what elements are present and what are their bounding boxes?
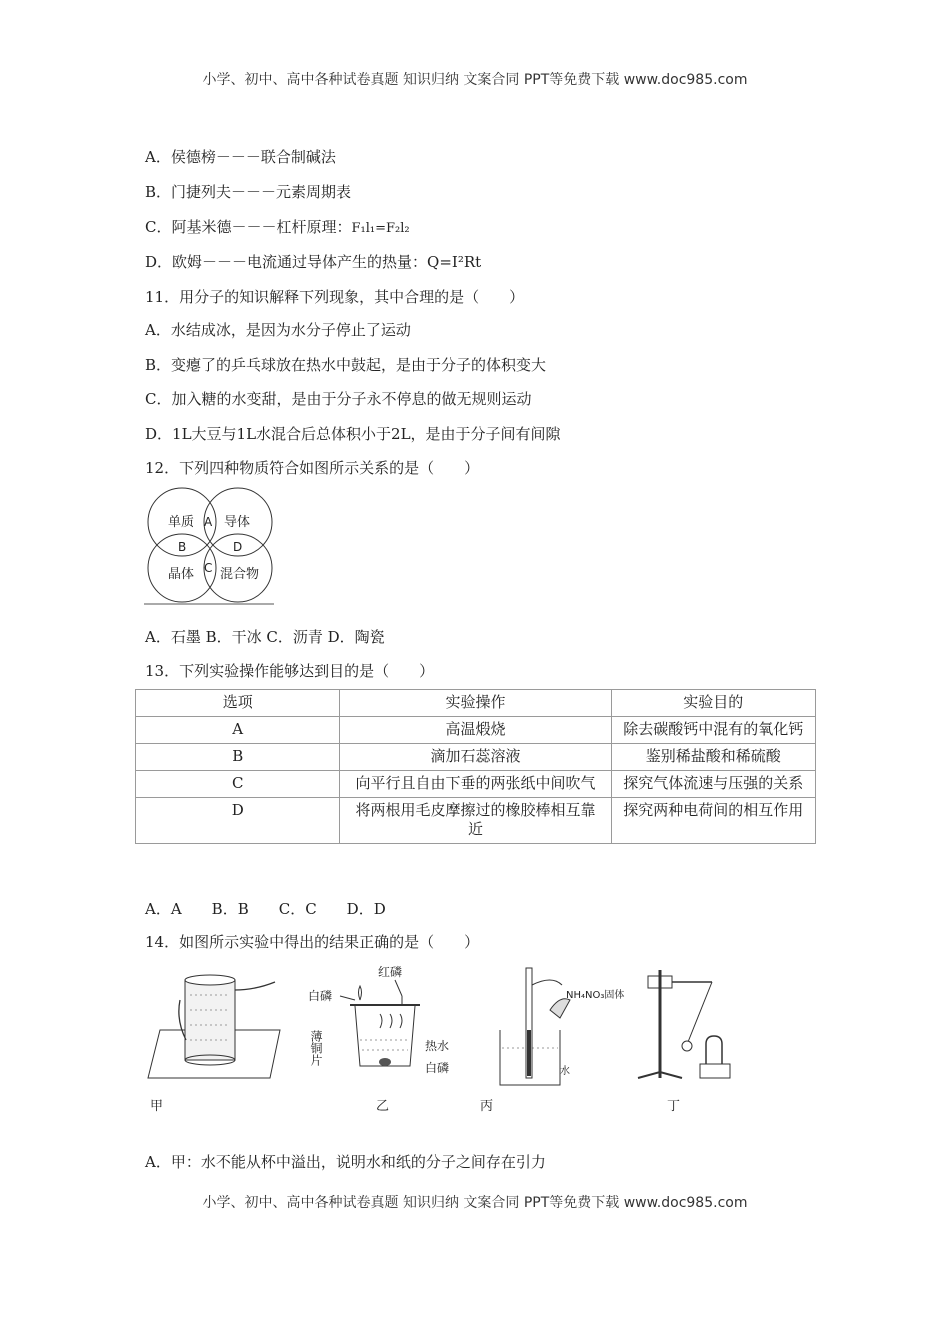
venn-label-crystal: 晶体 xyxy=(168,567,195,582)
fig-label-white-p: 白磷 xyxy=(308,989,333,1003)
q10-option-c-text: C．阿基米德－－－杠杆原理： xyxy=(145,218,352,236)
experiment-table xyxy=(135,689,816,844)
table-row xyxy=(136,744,816,771)
fig-label-water: 水 xyxy=(560,1066,570,1077)
q11-option-b: B．变瘪了的乒乓球放在热水中鼓起，是由于分子的体积变大 xyxy=(145,356,547,374)
q13-stem: 13．下列实验操作能够达到目的是（ ） xyxy=(145,662,435,680)
fig-label-yi: 乙 xyxy=(376,1099,390,1114)
q14-figure xyxy=(140,960,750,1115)
table-cell: 探究两种电荷间的相互作用 xyxy=(611,798,815,844)
venn-label-conductor: 导体 xyxy=(224,515,251,530)
q14-stem: 14．如图所示实验中得出的结果正确的是（ ） xyxy=(145,933,480,951)
table-cell: 向平行且自由下垂的两张纸中间吹气 xyxy=(340,771,611,798)
table-row xyxy=(136,771,816,798)
venn-label-single: 单质 xyxy=(168,515,195,530)
table-cell: 将两根用毛皮摩擦过的橡胶棒相互靠近 xyxy=(340,798,611,844)
page-header: 小学、初中、高中各种试卷真题 知识归纳 文案合同 PPT等免费下载 www.doc985.com xyxy=(202,72,748,88)
q14-option-a: A．甲：水不能从杯中溢出，说明水和纸的分子之间存在引力 xyxy=(145,1153,546,1171)
table-header-cell: 实验目的 xyxy=(611,690,815,717)
venn-region-b: B xyxy=(178,540,187,554)
page-footer: 小学、初中、高中各种试卷真题 知识归纳 文案合同 PPT等免费下载 www.doc985.com xyxy=(202,1195,748,1211)
table-header-cell: 选项 xyxy=(136,690,340,717)
q10-option-d-formula: Q=I²Rt xyxy=(427,253,482,271)
fig-label-white-p2: 白磷 xyxy=(425,1061,450,1075)
fig-label-nh4no3: NH₄NO₃固体 xyxy=(566,990,625,1001)
table-cell: 滴加石蕊溶液 xyxy=(340,744,611,771)
q10-option-d-text: D．欧姆－－－电流通过导体产生的热量： xyxy=(145,253,428,271)
q11-option-c: C．加入糖的水变甜，是由于分子永不停息的做无规则运动 xyxy=(145,390,532,408)
fig-label-red-p: 红磷 xyxy=(378,965,403,979)
table-cell: 除去碳酸钙中混有的氧化钙 xyxy=(611,717,815,744)
table-cell: D xyxy=(136,798,340,844)
table-header-cell: 实验操作 xyxy=(340,690,611,717)
table-cell: 鉴别稀盐酸和稀硫酸 xyxy=(611,744,815,771)
q11-option-a: A．水结成冰，是因为水分子停止了运动 xyxy=(145,321,411,339)
fig-label-bing: 丙 xyxy=(480,1099,494,1114)
venn-region-c: C xyxy=(204,561,213,575)
fig-label-ding: 丁 xyxy=(667,1099,681,1114)
fig-label-jia: 甲 xyxy=(150,1099,164,1114)
figure-ding xyxy=(638,970,730,1114)
fig-label-hot-water: 热水 xyxy=(425,1039,450,1053)
table-row xyxy=(136,798,816,844)
q12-options: A．石墨 B．干冰 C．沥青 D．陶瓷 xyxy=(145,628,385,646)
q11-stem: 11．用分子的知识解释下列现象，其中合理的是（ ） xyxy=(145,288,525,306)
table-cell: 高温煅烧 xyxy=(340,717,611,744)
table-header-row xyxy=(136,690,816,717)
venn-diagram xyxy=(140,484,280,608)
table-row xyxy=(136,717,816,744)
q13-options: A．A B．B C．C D．D xyxy=(145,900,386,918)
table-cell: C xyxy=(136,771,340,798)
figure-jia xyxy=(148,975,280,1114)
q12-stem: 12．下列四种物质符合如图所示关系的是（ ） xyxy=(145,459,480,477)
q10-option-b: B．门捷列夫－－－元素周期表 xyxy=(145,183,352,201)
table-cell: A xyxy=(136,717,340,744)
q11-option-d: D．1L大豆与1L水混合后总体积小于2L，是由于分子间有间隙 xyxy=(145,425,561,443)
q10-option-a: A．侯德榜－－－联合制碱法 xyxy=(145,148,336,166)
table-cell: B xyxy=(136,744,340,771)
q10-option-c xyxy=(145,216,410,237)
figure-bing xyxy=(480,968,624,1114)
venn-region-d: D xyxy=(233,540,243,554)
venn-label-mixture: 混合物 xyxy=(220,567,260,582)
q10-option-c-formula: F₁l₁=F₂l₂ xyxy=(351,221,410,236)
figure-yi xyxy=(308,964,449,1114)
q10-option-d xyxy=(145,251,481,272)
fig-label-copper: 薄铜片 xyxy=(309,1030,323,1066)
venn-region-a: A xyxy=(204,515,213,529)
table-cell: 探究气体流速与压强的关系 xyxy=(611,771,815,798)
